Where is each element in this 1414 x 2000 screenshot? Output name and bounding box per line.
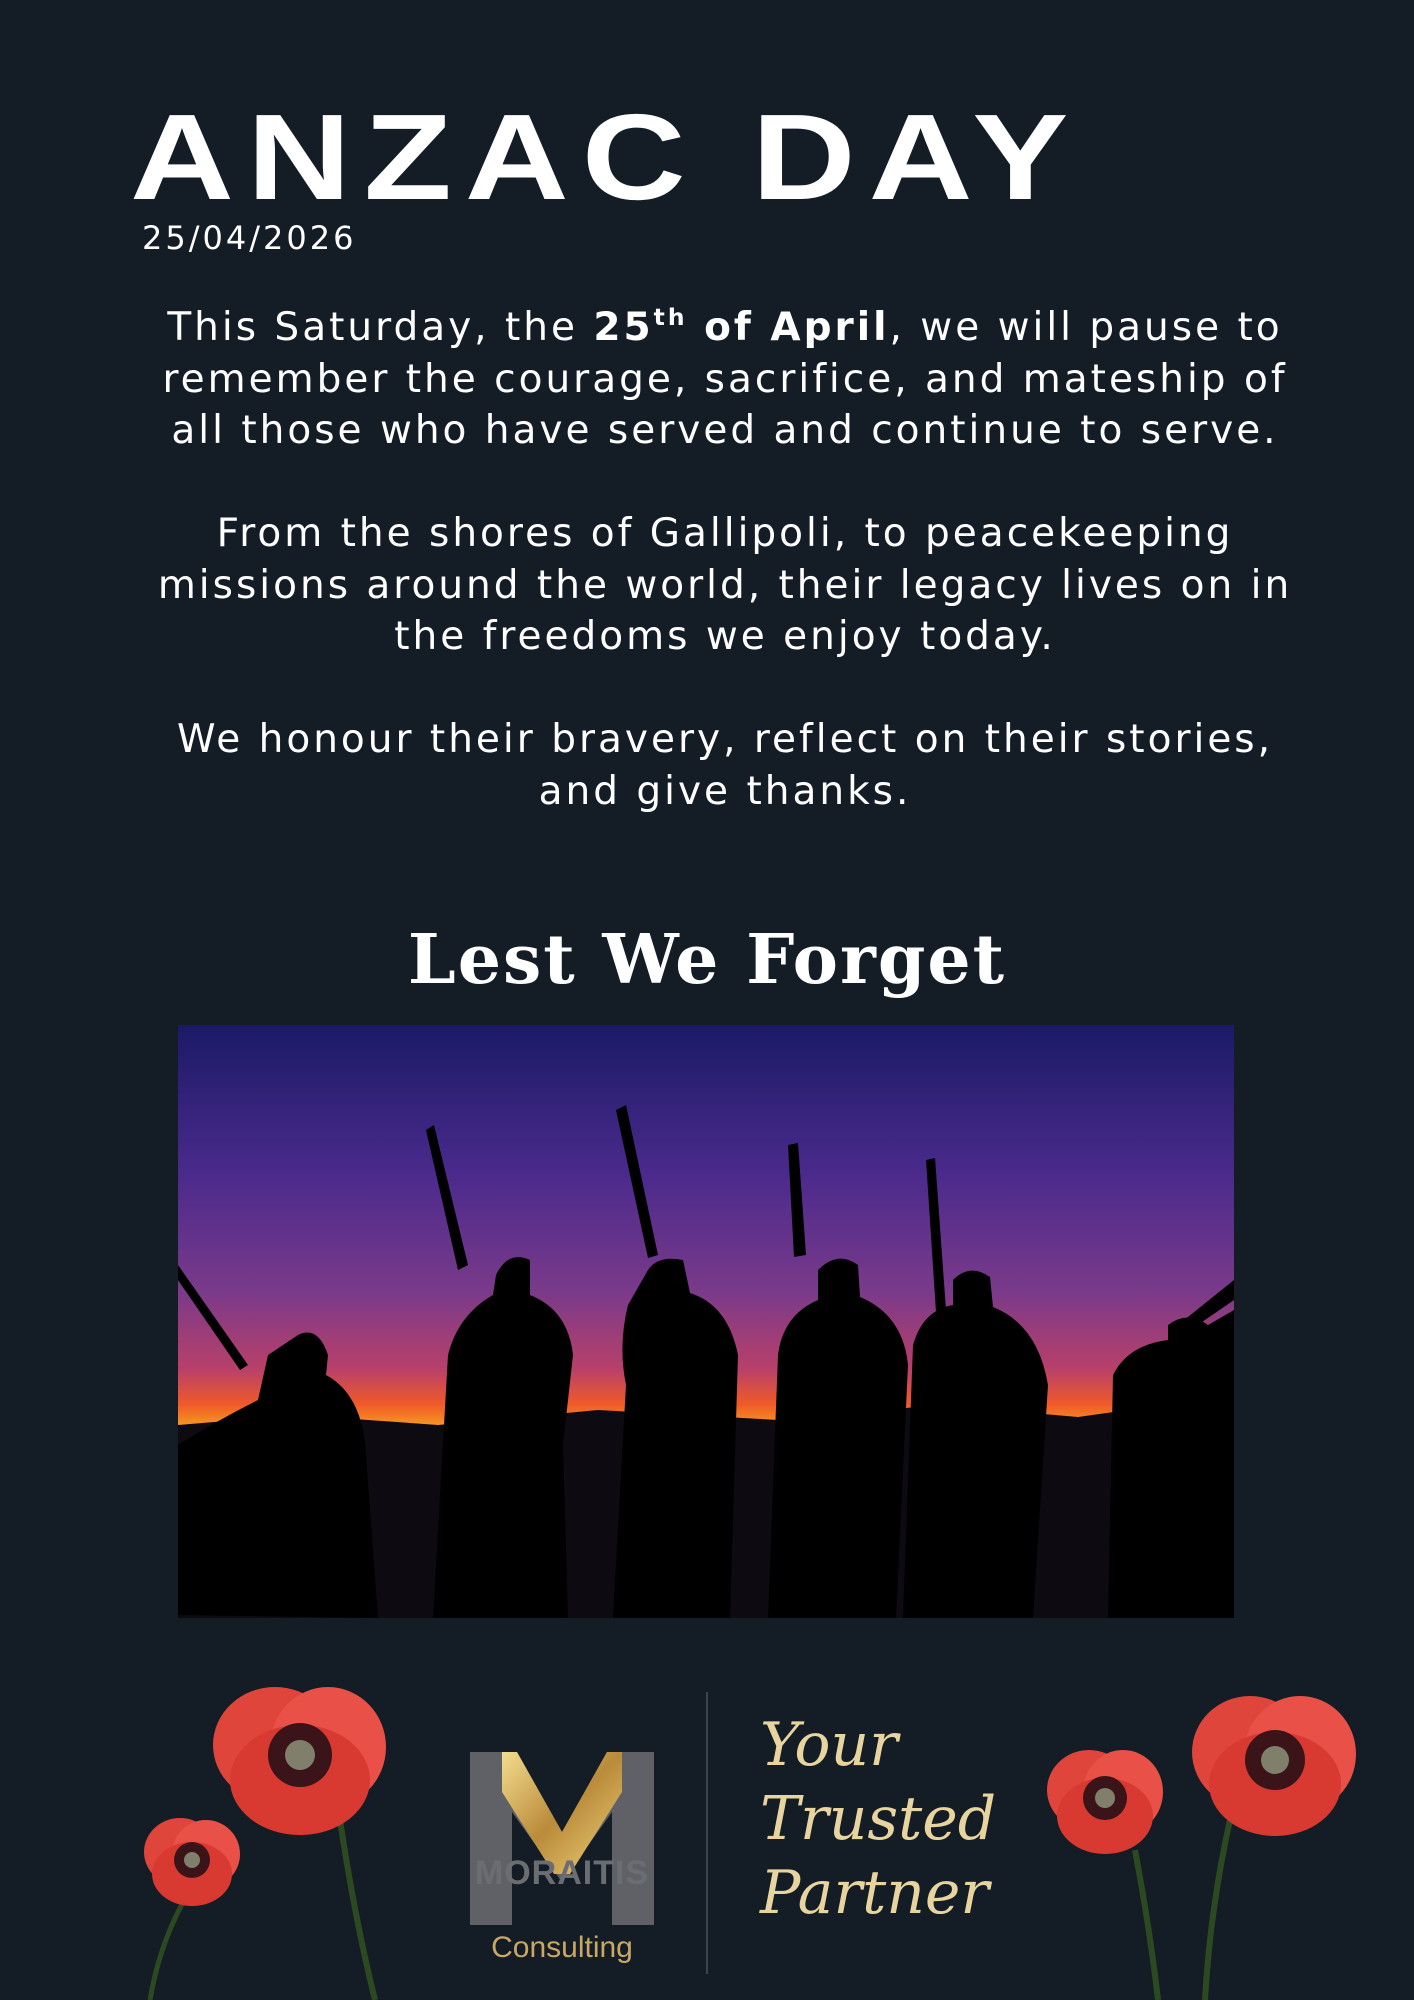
page-title: ANZAC DAY <box>130 89 1082 225</box>
footer-divider <box>706 1692 708 1974</box>
logo-subtitle: Consulting <box>491 1931 633 1964</box>
message-body <box>150 302 1300 817</box>
paragraph-1: This Saturday, the 25th of April, we will pause to remember the courage, sacrifice, and mateship of all those who have served and continue to serve. <box>162 302 1288 453</box>
soldiers-silhouette-photo <box>178 1025 1234 1618</box>
poppy-flowers-left <box>140 1670 400 2000</box>
paragraph-2: From the shores of Gallipoli, to peacekeeping missions around the world, their legacy lives on in the freedoms we enjoy today. <box>157 511 1293 659</box>
paragraph-3: We honour their bravery, reflect on their stories, and give thanks. <box>176 717 1274 814</box>
tagline-line-3: Partner <box>760 1858 990 1928</box>
lest-we-forget-heading: Lest We Forget <box>407 920 1007 1000</box>
logo-wordmark: MORAITIS <box>474 1854 650 1892</box>
highlight-date: 25th of April <box>593 302 890 350</box>
event-date: 25/04/2026 <box>142 219 357 257</box>
tagline-line-2: Trusted <box>760 1784 997 1854</box>
poppy-flowers-right <box>1040 1680 1360 2000</box>
tagline-line-1: Your <box>760 1710 898 1780</box>
tagline <box>760 1708 1030 1930</box>
